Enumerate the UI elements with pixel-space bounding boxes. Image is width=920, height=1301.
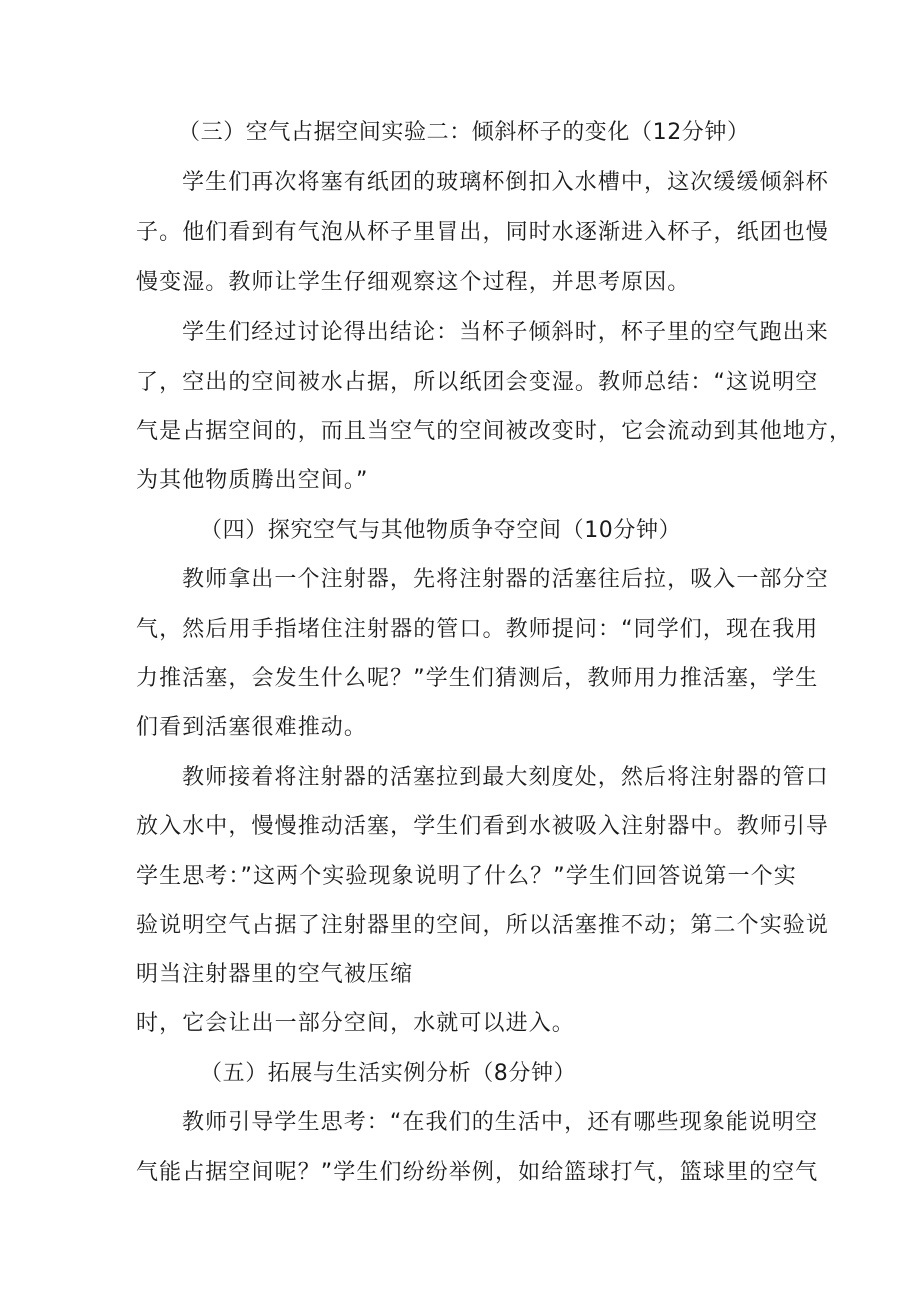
paragraph-line: 们看到活塞很难推动。 <box>136 715 368 740</box>
paragraph-line: 明当注射器里的空气被压缩 <box>136 962 414 987</box>
paragraph-line: 力推活塞，会发生什么呢？”学生们猜测后，教师用力推活塞，学生 <box>136 666 819 691</box>
paragraph-line: 时，它会让出一部分空间，水就可以进入。 <box>136 1011 575 1036</box>
paragraph-line: 验说明空气占据了注射器里的空间，所以活塞推不动；第二个实验说 <box>136 913 830 938</box>
paragraph-line: 教师接着将注射器的活塞拉到最大刻度处，然后将注射器的管口 <box>182 765 829 790</box>
paragraph-line: 学生们经过讨论得出结论：当杯子倾斜时，杯子里的空气跑出来 <box>182 320 829 345</box>
section-heading-4: （四）探究空气与其他物质争夺空间（10分钟） <box>200 518 682 543</box>
paragraph-line: 子。他们看到有气泡从杯子里冒出，同时水逐渐进入杯子，纸团也慢 <box>136 220 830 245</box>
paragraph-line: 学生思考：”这两个实验现象说明了什么？”学生们回答说第一个实 <box>136 864 797 889</box>
paragraph-line: 教师引导学生思考：“在我们的生活中，还有哪些现象能说明空 <box>182 1110 819 1135</box>
paragraph-line: 气，然后用手指堵住注射器的管口。教师提问：“同学们，现在我用 <box>136 617 819 642</box>
paragraph-line: 学生们再次将塞有纸团的玻璃杯倒扣入水槽中，这次缓缓倾斜杯 <box>182 170 829 195</box>
section-heading-3: （三）空气占据空间实验二：倾斜杯子的变化（12分钟） <box>178 120 750 145</box>
paragraph-line: 放入水中，慢慢推动活塞，学生们看到水被吸入注射器中。教师引导 <box>136 814 830 839</box>
paragraph-line: 气能占据空间呢？”学生们纷纷举例，如给篮球打气，篮球里的空气 <box>136 1160 819 1185</box>
section-heading-5: （五）拓展与生活实例分析（8分钟） <box>200 1061 577 1086</box>
paragraph-line: 为其他物质腾出空间。” <box>136 468 369 493</box>
paragraph-line: 教师拿出一个注射器，先将注射器的活塞往后拉，吸入一部分空 <box>182 567 829 592</box>
paragraph-line: 气是占据空间的，而且当空气的空间被改变时，它会流动到其他地方， <box>136 419 853 444</box>
paragraph-line: 慢变湿。教师让学生仔细观察这个过程，并思考原因。 <box>136 270 691 295</box>
paragraph-line: 了，空出的空间被水占据，所以纸团会变湿。教师总结：“这说明空 <box>136 370 819 395</box>
